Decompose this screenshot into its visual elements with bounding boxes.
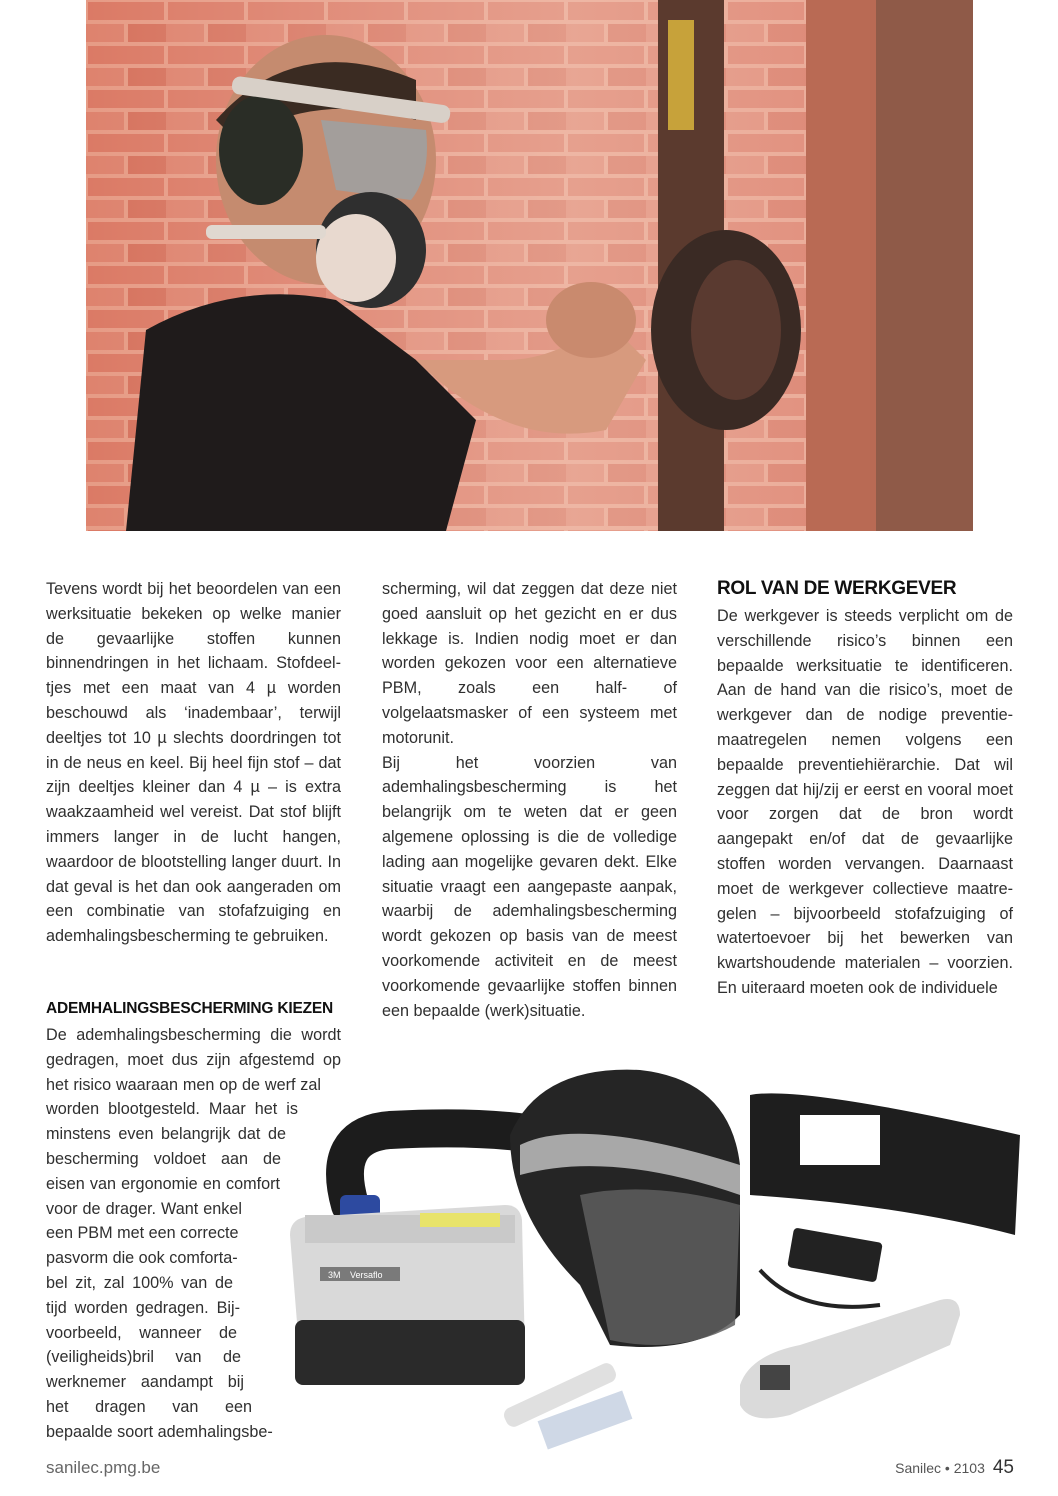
text-line: bel zit, zal 100% van de	[46, 1273, 233, 1292]
text-line: eisen van ergonomie en comfort	[46, 1174, 280, 1193]
text-line: tijd worden gedragen. Bij-	[46, 1298, 240, 1317]
product-brand-label: 3M	[328, 1270, 341, 1280]
issue-label: Sanilec • 2103	[895, 1460, 985, 1476]
text-line: (veiligheids)bril van de	[46, 1348, 241, 1367]
text-line: het risico waaraan men op de werf zal	[46, 1075, 321, 1094]
footer-website[interactable]	[46, 1458, 160, 1478]
text-line: minstens even belangrijk dat de	[46, 1125, 286, 1144]
text-line: voor de drager. Want enkel	[46, 1199, 242, 1218]
column-3	[717, 577, 1013, 1001]
product-photo	[280, 1055, 1030, 1465]
worker-photo	[86, 0, 973, 531]
text-line: werknemer aandampt bij	[46, 1373, 244, 1392]
text-line: het dragen van een	[46, 1397, 252, 1416]
column-1	[46, 577, 341, 949]
text-line: worden blootgesteld. Maar het is	[46, 1100, 298, 1119]
paragraph: scherming, wil dat zeggen dat deze niet goed aansluit op het gezicht en er dus lekkage is. Indien nodig moet er dan worden gekozen voor een alternatieve PBM, zoals een half- of volgelaatsmasker of een systeem met motorunit.	[382, 580, 677, 747]
column-2	[382, 577, 677, 1023]
text-line: bepaalde soort ademhalingsbe-	[46, 1422, 273, 1441]
text-line: een PBM met een correcte	[46, 1224, 239, 1243]
text-line: bescherming voldoet aan de	[46, 1149, 281, 1168]
intro-paragraph: Tevens wordt bij het beoordelen van een werksituatie bekeken op welke manier de gevaarlijke stoffen kunnen binnendringen in het lichaam. Stofdeeltjes met een maat van 4 µ worden beschouwd als ‘inadembaar’, terwijl deeltjes tot 10 µ slechts doordringen tot in de neus en keel. Bij heel fijn stof – dat zijn deeltjes kleiner dan 4 µ – is extra waakzaamheid wel vereist. Dat stof blijft immers langer in de lucht hangen, waardoor de blootstelling langer duurt. In dat geval is het dan ook aangeraden om een combinatie van stofafzuiging en ademhalingsbescherming te gebruiken.	[46, 580, 341, 946]
paragraph: Bij het voorzien van ademhalingsbescherming is het belangrijk om te weten dat er geen algemene oplossing is die de volledige lading aan mogelijke gevaren dekt. Elke situatie vraagt een aangepaste aanpak, waarbij de ademhalingsbescherming wordt gekozen op basis van de meest voorkomende activiteit en de meest voorkomende gevaarlijke stoffen binnen een bepaalde (werk)situatie.	[382, 753, 677, 1020]
section-heading-werkgever: ROL VAN DE WERKGEVER	[717, 578, 957, 599]
text-line: gedragen, moet dus zijn afgestemd op	[46, 1050, 341, 1069]
footer-issue	[895, 1457, 1014, 1479]
page-number: 45	[992, 1457, 1014, 1478]
website-link[interactable]: sanilec.pmg.be	[46, 1458, 161, 1477]
text-line: De ademhalingsbescherming die wordt	[46, 1026, 341, 1044]
text-line: pasvorm die ook comforta-	[46, 1249, 238, 1268]
product-model-label: Versaflo	[350, 1270, 383, 1280]
section-heading-ademhalingsbescherming: ADEMHALINGSBESCHERMING KIEZEN	[46, 1000, 333, 1017]
text-line: voorbeeld, wanneer de	[46, 1323, 237, 1342]
paragraph: De werkgever is steeds verplicht om de verschillende risico’s binnen een bepaalde werksituatie te identificeren. Aan de hand van die risico’s, moet de werkgever dan de nodige preventiemaatregelen nemen volgens een bepaalde preventiehiërarchie. Dat wil zeggen dat hij/zij er eerst en vooral moet voor zorgen dat de bron wordt aangepakt en/of dat de gevaarlijke stoffen worden vervangen. Daarnaast moet de werkgever collectieve maatregelen – bijvoorbeeld stofafzuiging of watertoevoer bij het bewerken van kwartshoudende materialen – voorzien. En uiteraard moeten ook de individuele	[717, 607, 1013, 997]
